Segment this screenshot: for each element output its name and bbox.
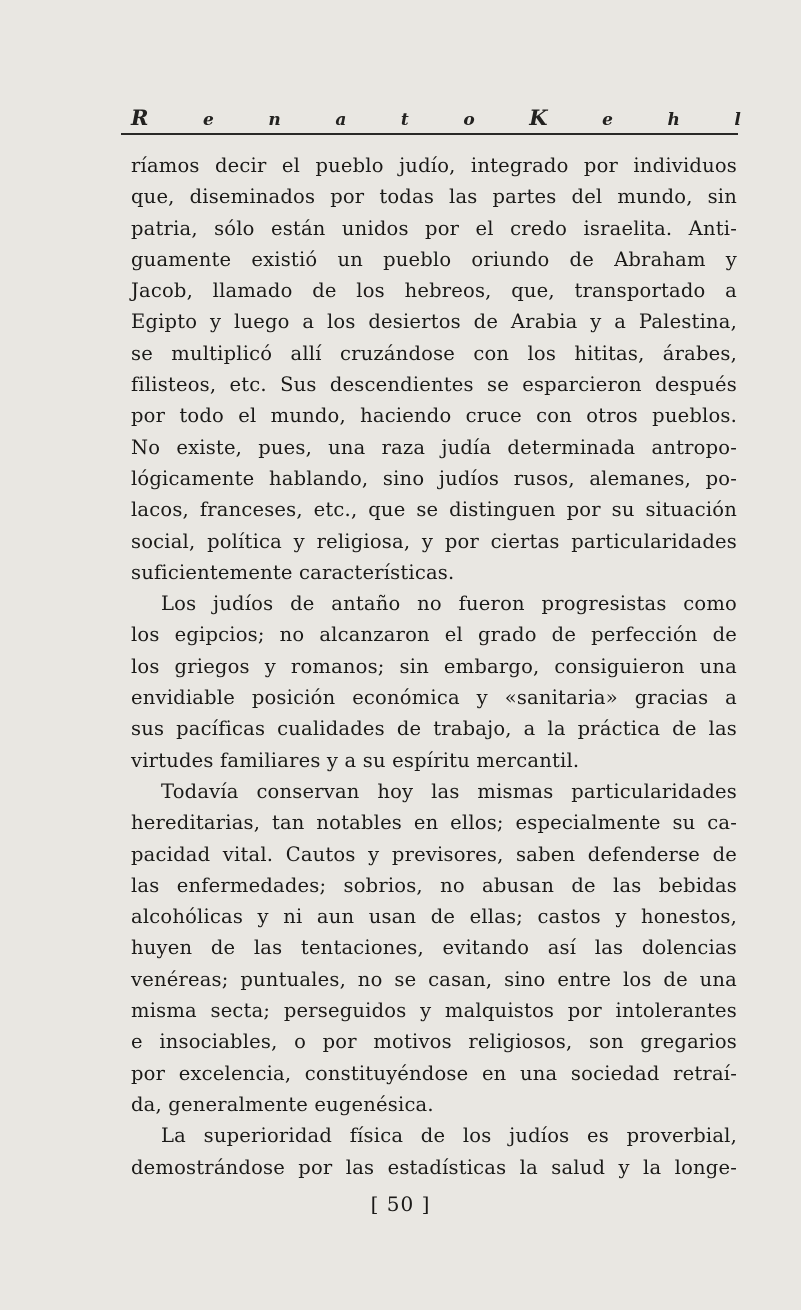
text-line: filisteos, etc. Sus descendientes se esparcieron después — [131, 373, 737, 397]
text-line: por todo el mundo, haciendo cruce con otros pueblos. — [131, 404, 737, 428]
text-line: las enfermedades; sobrios, no abusan de las bebidas — [131, 873, 737, 897]
text-line: se multiplicó allí cruzándose con los hititas, árabes, — [131, 341, 737, 365]
text-line: Egipto y luego a los desiertos de Arabia y a Palestina, — [131, 310, 737, 334]
text-line: da, generalmente eugenésica. — [131, 1092, 434, 1116]
text-line: patria, sólo están unidos por el credo israelita. Anti- — [131, 216, 737, 240]
running-head-letter: e — [602, 110, 613, 130]
running-head-letter: l — [734, 110, 741, 130]
running-head-letter: K — [529, 105, 548, 130]
text-line: guamente existió un pueblo oriundo de Abraham y — [131, 247, 737, 271]
running-head-letter: n — [268, 110, 281, 130]
text-line: los griegos y romanos; sin embargo, consiguieron una — [131, 654, 737, 678]
text-line: Todavía conservan hoy las mismas particularidades — [161, 779, 737, 803]
running-head-letter: a — [335, 110, 347, 130]
text-line: envidiable posición económica y «sanitaria» gracias a — [131, 686, 737, 710]
text-line: los egipcios; no alcanzaron el grado de perfección de — [131, 623, 737, 647]
running-head-letter: R — [131, 105, 149, 130]
text-line: alcohólicas y ni aun usan de ellas; castos y honestos, — [131, 905, 737, 929]
text-line: Jacob, llamado de los hebreos, que, transportado a — [131, 279, 737, 303]
text-line: suficientemente características. — [131, 560, 455, 584]
running-head-author — [131, 104, 741, 130]
text-line: hereditarias, tan notables en ellos; especialmente su ca- — [131, 811, 737, 835]
running-head-letter: e — [203, 110, 214, 130]
running-head-letter: h — [667, 110, 680, 130]
text-line: pacidad vital. Cautos y previsores, saben defenderse de — [131, 842, 737, 866]
text-line: por excelencia, constituyéndose en una sociedad retraí- — [131, 1061, 737, 1085]
text-line: huyen de las tentaciones, evitando así las dolencias — [131, 936, 737, 960]
text-line: ríamos decir el pueblo judío, integrado por individuos — [131, 154, 737, 177]
text-line: lógicamente hablando, sino judíos rusos, alemanes, po- — [131, 466, 737, 490]
page-number: [ 50 ] — [370, 1192, 431, 1216]
text-line: lacos, franceses, etc., que se distinguen por su situación — [131, 498, 737, 522]
text-line: demostrándose por las estadísticas la salud y la longe- — [131, 1155, 737, 1179]
body-text — [131, 150, 737, 1183]
text-line: No existe, pues, una raza judía determinada antropo- — [131, 435, 737, 459]
text-line: sus pacíficas cualidades de trabajo, a la práctica de las — [131, 717, 737, 741]
text-line: e insociables, o por motivos religiosos, son gregarios — [131, 1030, 737, 1054]
text-line: venéreas; puntuales, no se casan, sino entre los de una — [131, 967, 737, 991]
running-head-letter: t — [400, 110, 409, 130]
text-line: social, política y religiosa, y por ciertas particularidades — [131, 529, 737, 553]
text-line: virtudes familiares y a su espíritu mercantil. — [131, 748, 580, 772]
running-head-letter: o — [463, 110, 475, 130]
text-line: que, diseminados por todas las partes del mundo, sin — [131, 185, 737, 209]
text-line: misma secta; perseguidos y malquistos por intolerantes — [131, 999, 737, 1023]
text-line: Los judíos de antaño no fueron progresistas como — [161, 592, 737, 616]
text-line: La superioridad física de los judíos es proverbial, — [161, 1124, 737, 1148]
header-rule — [121, 133, 738, 135]
